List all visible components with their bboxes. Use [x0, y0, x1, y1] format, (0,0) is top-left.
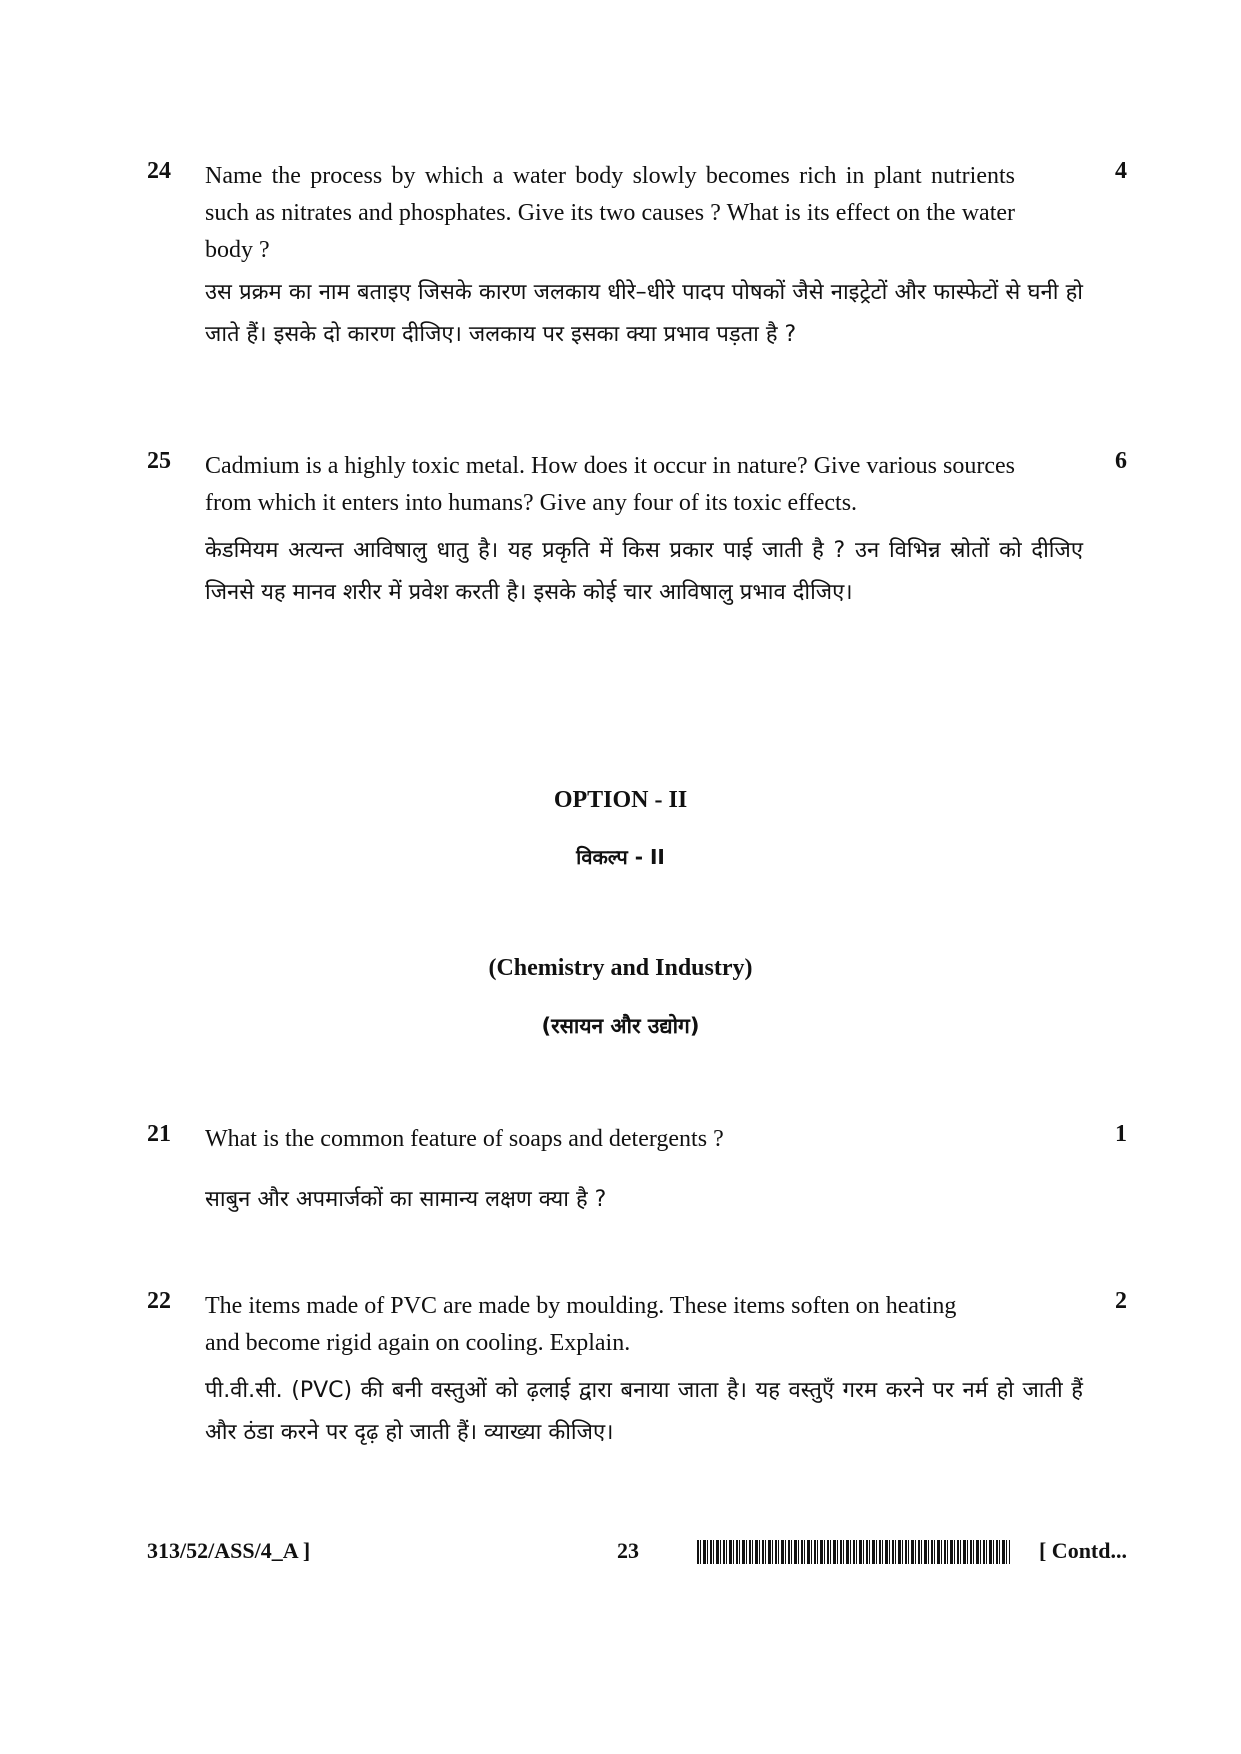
question-text-english: The items made of PVC are made by moulding. These items soften on heating and become rigid again on cooling. Explain. — [205, 1293, 957, 1356]
question-text-english: Name the process by which a water body slowly becomes rich in plant nutrients such as nitrates and phosphates. Give its two causes ? What is its effect on the water body ? — [205, 163, 1015, 263]
question-marks: 4 — [1115, 158, 1127, 184]
question-number: 25 — [147, 448, 171, 474]
barcode-icon — [697, 1540, 1010, 1564]
question-marks: 2 — [1115, 1288, 1127, 1314]
question-number: 21 — [147, 1121, 171, 1147]
question-marks: 1 — [1115, 1121, 1127, 1147]
option-heading-hindi: विकल्प - II — [576, 845, 665, 869]
question-marks: 6 — [1115, 448, 1127, 474]
continued-label: [ Contd... — [1038, 1538, 1127, 1563]
page-footer — [147, 1538, 1127, 1568]
paper-code: 313/52/ASS/4_A ] — [147, 1538, 311, 1563]
page-number: 23 — [617, 1538, 639, 1563]
subject-heading-hindi: (रसायन और उद्योग) — [541, 1014, 700, 1038]
question-text-hindi: साबुन और अपमार्जकों का सामान्य लक्षण क्या है ? — [205, 1187, 607, 1212]
subject-heading-english: (Chemistry and Industry) — [488, 955, 753, 981]
question-text-hindi: केडमियम अत्यन्त आविषालु धातु है। यह प्रकृति में किस प्रकार पाई जाती है ? उन विभिन्न स्रोतों को दीजिए जिनसे यह मानव शरीर में प्रवेश करती है। इसके कोई चार आविषालु प्रभाव दीजिए। — [205, 538, 1083, 605]
question-text-hindi: पी.वी.सी. (PVC) की बनी वस्तुओं को ढ़लाई द्वारा बनाया जाता है। यह वस्तुएँ गरम करने पर नर्म हो जाती हैं और ठंडा करने पर दृढ़ हो जाती हैं। व्याख्या कीजिए। — [205, 1378, 1083, 1445]
question-number: 24 — [147, 158, 171, 184]
question-text-hindi: उस प्रक्रम का नाम बताइए जिसके कारण जलकाय धीरे–धीरे पादप पोषकों जैसे नाइट्रेटों और फास्फेटों से घनी हो जाते हैं। इसके दो कारण दीजिए। जलकाय पर इसका क्या प्रभाव पड़ता है ? — [205, 280, 1083, 347]
question-text-english: Cadmium is a highly toxic metal. How does it occur in nature? Give various sources from which it enters into humans? Give any four of its toxic effects. — [205, 453, 1015, 516]
option-heading-english: OPTION - II — [553, 787, 688, 813]
question-text-english: What is the common feature of soaps and detergents ? — [205, 1126, 724, 1152]
question-number: 22 — [147, 1288, 171, 1314]
